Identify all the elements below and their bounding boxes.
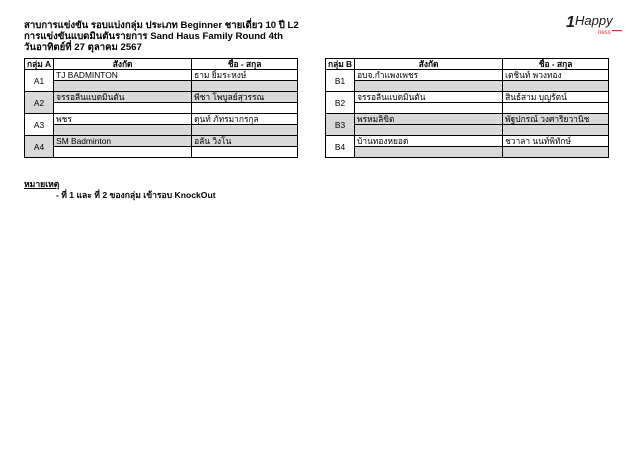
club-cell: TJ BADMINTON <box>54 70 192 81</box>
player-name-cell: เตชินท์ พวงทอง <box>503 70 609 81</box>
club-header: สังกัด <box>355 59 503 70</box>
seed-code: B2 <box>326 92 355 114</box>
club-cell: จรรอลีนแบดมินตัน <box>54 92 192 103</box>
table-row-spacer <box>326 125 609 136</box>
seed-code: B4 <box>326 136 355 158</box>
svg-text:1: 1 <box>566 14 575 31</box>
club-cell: บ้านทองหยอด <box>355 136 503 147</box>
table-row <box>25 70 298 81</box>
name-header: ชื่อ - สกุล <box>503 59 609 70</box>
player-name-cell: พัฐปกรณ์ วงศาริยวานิช <box>503 114 609 125</box>
group-a-header-row <box>25 59 298 70</box>
seed-code: B3 <box>326 114 355 136</box>
svg-text:ness: ness <box>598 30 611 36</box>
table-row-spacer <box>326 81 609 92</box>
table-row <box>25 114 298 125</box>
header-subtitle: การแข่งขันแบดมินตันรายการ Sand Haus Family Round 4th <box>24 31 283 42</box>
table-row-spacer <box>25 103 298 114</box>
table-row <box>326 136 609 147</box>
page-header <box>24 20 299 53</box>
club-cell: SM Badminton <box>54 136 192 147</box>
svg-text:Happy: Happy <box>575 13 613 28</box>
club-cell: พรหมลิขิต <box>355 114 503 125</box>
player-name-cell: ดุนท์ ภัทรมากรกุล <box>192 114 298 125</box>
header-title: สาบการแข่งขัน รอบแบ่งกลุ่ม ประเภท Beginner ชายเดี่ยว 10 ปี L2 <box>24 20 299 31</box>
happiness-logo <box>566 10 626 38</box>
seed-code: A3 <box>25 114 54 136</box>
remarks-title: หมายเหตุ <box>24 179 60 189</box>
player-name-cell: สินธ์สาม บุญรัตน์ <box>503 92 609 103</box>
club-cell: อบจ.กำแพงเพชร <box>355 70 503 81</box>
table-row <box>326 70 609 81</box>
table-row-spacer <box>25 147 298 158</box>
table-row <box>25 92 298 103</box>
player-name-cell: ชวาลา นนท์พิทักษ์ <box>503 136 609 147</box>
table-row <box>25 136 298 147</box>
seed-code: A2 <box>25 92 54 114</box>
player-name-cell: อลัน วิงโน <box>192 136 298 147</box>
club-cell: จรรอลีนแบดมินตัน <box>355 92 503 103</box>
name-header: ชื่อ - สกุล <box>192 59 298 70</box>
remarks <box>24 179 216 201</box>
group-a-table <box>24 58 298 158</box>
table-row-spacer <box>326 147 609 158</box>
table-row-spacer <box>25 81 298 92</box>
player-name-cell: พีชา โพบูลย์สุวรรณ <box>192 92 298 103</box>
player-name-cell: ธาม ยิ้มระหงษ์ <box>192 70 298 81</box>
group-b-table <box>325 58 609 158</box>
table-row <box>326 114 609 125</box>
group-b-header: กลุ่ม B <box>326 59 355 70</box>
seed-code: B1 <box>326 70 355 92</box>
seed-code: A1 <box>25 70 54 92</box>
group-b-header-row <box>326 59 609 70</box>
club-header: สังกัด <box>54 59 192 70</box>
table-row-spacer <box>25 125 298 136</box>
table-row <box>326 92 609 103</box>
seed-code: A4 <box>25 136 54 158</box>
remarks-item: - ที่ 1 และ ที่ 2 ของกลุ่ม เข้ารอบ KnockOut <box>56 190 216 200</box>
header-date: วันอาทิตย์ที่ 27 ตุลาคม 2567 <box>24 42 142 53</box>
table-row-spacer <box>326 103 609 114</box>
group-a-header: กลุ่ม A <box>25 59 54 70</box>
club-cell: พชร <box>54 114 192 125</box>
